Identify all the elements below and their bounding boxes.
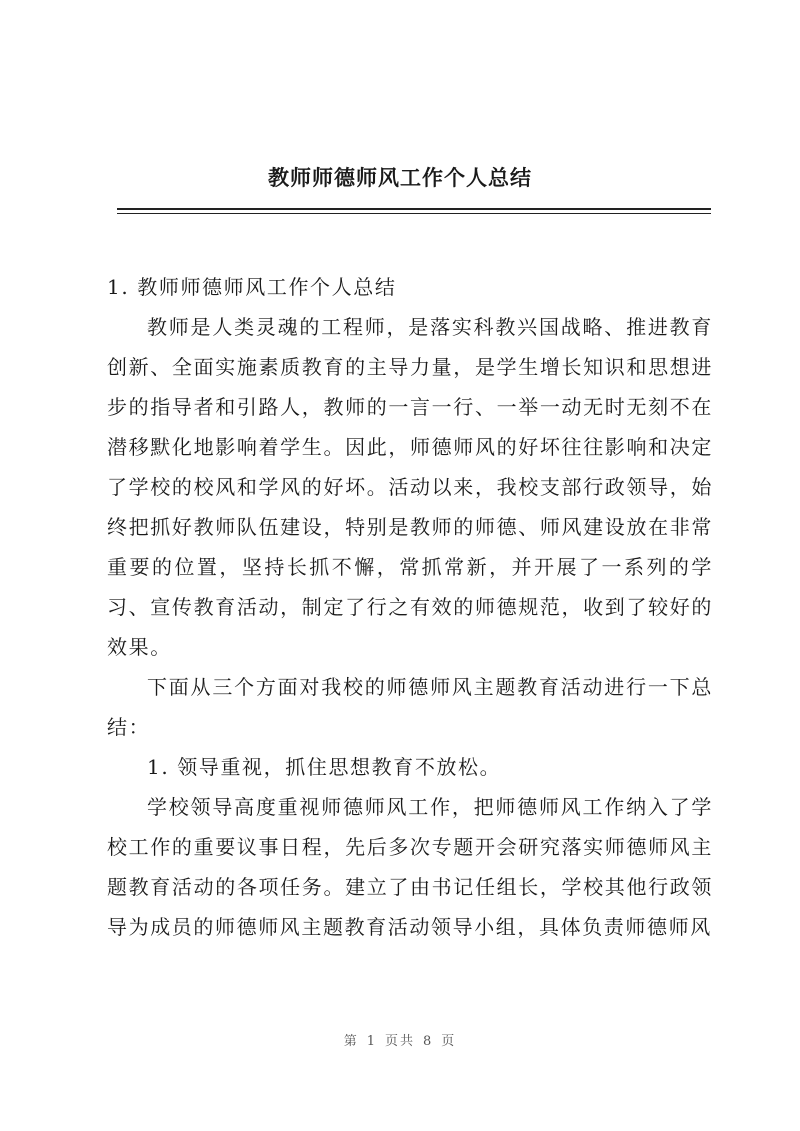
title-underline [117, 208, 711, 210]
document-title: 教师师德师风工作个人总结 [268, 165, 532, 190]
document-body [107, 267, 713, 947]
footer-prefix: 第 [343, 1034, 359, 1049]
footer-middle: 页共 [384, 1034, 415, 1049]
paragraph: 下面从三个方面对我校的师德师风主题教育活动进行一下总结： [107, 675, 713, 739]
paragraph: 教师是人类灵魂的工程师，是落实科教兴国战略、推进教育创新、全面实施素质教育的主导力量，是学生增长知识和思想进步的指导者和引路人，教师的一言一行、一举一动无时无刻不在潜移默化地影响着学生。因此，师德师风的好坏往往影响和决定了学校的校风和学风的好坏。活动以来，我校支部行政领导，始终把抓好教师队伍建设，特别是教师的师德、师风建设放在非常重要的位置，坚持长抓不懈，常抓常新，并开展了一系列的学习、宣传教育活动，制定了行之有效的师德规范，收到了较好的效果。 [107, 315, 713, 659]
section-heading: 1. 教师师德师风工作个人总结 [107, 275, 397, 299]
paragraph: 学校领导高度重视师德师风工作，把师德师风工作纳入了学校工作的重要议事日程，先后多次专题开会研究落实师德师风主题教育活动的各项任务。建立了由书记任组长，学校其他行政领导为成员的师德师风主题教育活动领导小组，具体负责师德师风 [107, 795, 713, 939]
footer-page-number: 1 [366, 1034, 377, 1049]
footer-total-pages: 8 [423, 1034, 434, 1049]
page-footer [0, 1030, 800, 1049]
paragraph: 1. 领导重视，抓住思想教育不放松。 [147, 755, 502, 779]
title-underline-thin [117, 213, 711, 214]
footer-suffix: 页 [441, 1034, 457, 1049]
